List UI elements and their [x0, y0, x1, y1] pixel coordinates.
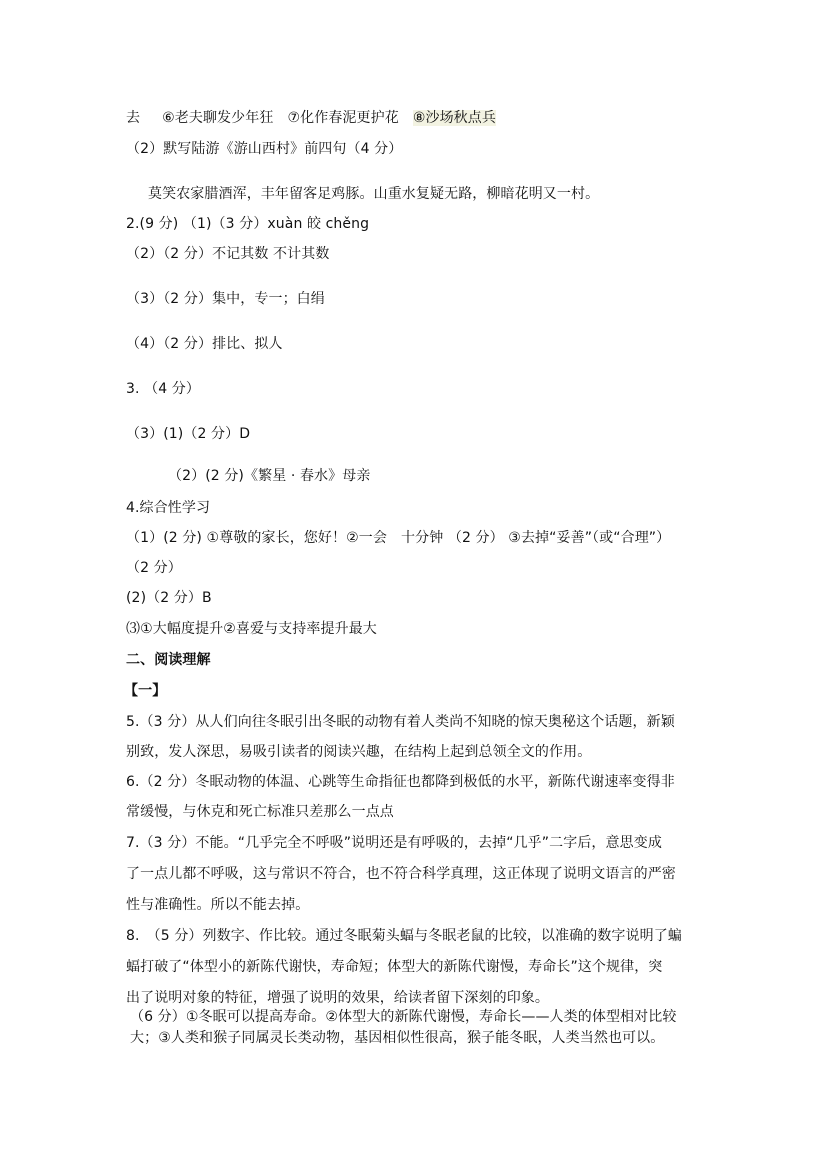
answer-line-q7-b: 了一点儿都不呼吸，这与常识不符合，也不符合科学真理，这正体现了说明文语言的严密: [126, 866, 676, 882]
answer-line-q1-2: （2）默写陆游《游山西村》前四句（4 分）: [126, 141, 403, 157]
answer-line-q5-b: 别致，发人深思，易吸引读者的阅读兴趣，在结构上起到总领全文的作用。: [126, 744, 592, 760]
answer-line-poetry-items: [126, 108, 496, 128]
answer-line-q2-4: （4）（2 分）排比、拟人: [126, 336, 283, 352]
answer-line-q2-2: （2）（2 分）不记其数 不计其数: [126, 246, 330, 262]
answer-line-q9-b: 大；③人类和猴子同属灵长类动物，基因相似性很高，猴子能冬眠，人类当然也可以。: [130, 1030, 665, 1046]
poetry-item-7: ⑦化作春泥更护花: [287, 110, 399, 126]
answer-line-poem: 莫笑农家腊酒浑，丰年留客足鸡豚。山重水复疑无路，柳暗花明又一村。: [148, 186, 600, 202]
answer-line-q5-a: 5.（3 分）从人们向往冬眠引出冬眠的动物有着人类尚不知晓的惊天奥秘这个话题，新颖: [126, 714, 675, 730]
answer-line-q2-3: （3）（2 分）集中，专一；白绢: [126, 291, 325, 307]
answer-line-q8-a: 8. （5 分）列数字、作比较。通过冬眠菊头蝠与冬眠老鼠的比较，以准确的数字说明了蝙: [126, 928, 682, 944]
answer-line-q4-1: （1）(2 分) ①尊敬的家长，您好！②一会 十分钟 （2 分） ③去掉“妥善”（或“合理”）: [126, 530, 671, 546]
answer-line-q7-a: 7.（3 分）不能。“几乎完全不呼吸”说明还是有呼吸的，去掉“几乎”二字后，意思变成: [126, 835, 662, 851]
answer-line-q8-c: 出了说明对象的特征，增强了说明的效果，给读者留下深刻的印象。: [126, 990, 549, 1006]
answer-line-q6-b: 常缓慢，与休克和死亡标准只差那么一点点: [126, 804, 394, 820]
answer-line-q3-2: （2）(2 分)《繁星 · 春水》母亲: [168, 468, 371, 484]
poetry-item-8-highlighted: ⑧沙场秋点兵: [412, 110, 496, 126]
answer-line-q7-c: 性与准确性。所以不能去掉。: [126, 897, 310, 913]
answer-line-q3-1: （3）(1)（2 分）D: [126, 426, 251, 442]
answer-line-q3: 3. （4 分）: [126, 381, 200, 397]
poetry-item-6: ⑥老夫聊发少年狂: [162, 110, 274, 126]
answer-line-q4-2: (2)（2 分）B: [126, 590, 212, 606]
answer-line-q4-heading: 4.综合性学习: [126, 500, 211, 516]
answer-line-q6-a: 6.（2 分）冬眠动物的体温、心跳等生命指征也都降到极低的水平，新陈代谢速率变得非: [126, 774, 675, 790]
section-heading-reading: 二、阅读理解: [126, 652, 211, 668]
answer-line-q9-a: （6 分）①冬眠可以提高寿命。②体型大的新陈代谢慢，寿命长——人类的体型相对比较: [130, 1009, 677, 1025]
answer-line-q2-1: 2.(9 分) （1)（3 分）xuàn 皎 chěng: [126, 216, 370, 232]
subsection-heading-1: 【一】: [124, 683, 167, 699]
poetry-item-5-end: 去: [126, 110, 141, 126]
answer-line-q4-3: ⑶①大幅度提升②喜爱与支持率提升最大: [126, 621, 377, 637]
answer-line-q4-1-score: （2 分）: [126, 560, 182, 576]
answer-line-q8-b: 蝠打破了“体型小的新陈代谢快，寿命短；体型大的新陈代谢慢，寿命长”这个规律，突: [126, 959, 663, 975]
